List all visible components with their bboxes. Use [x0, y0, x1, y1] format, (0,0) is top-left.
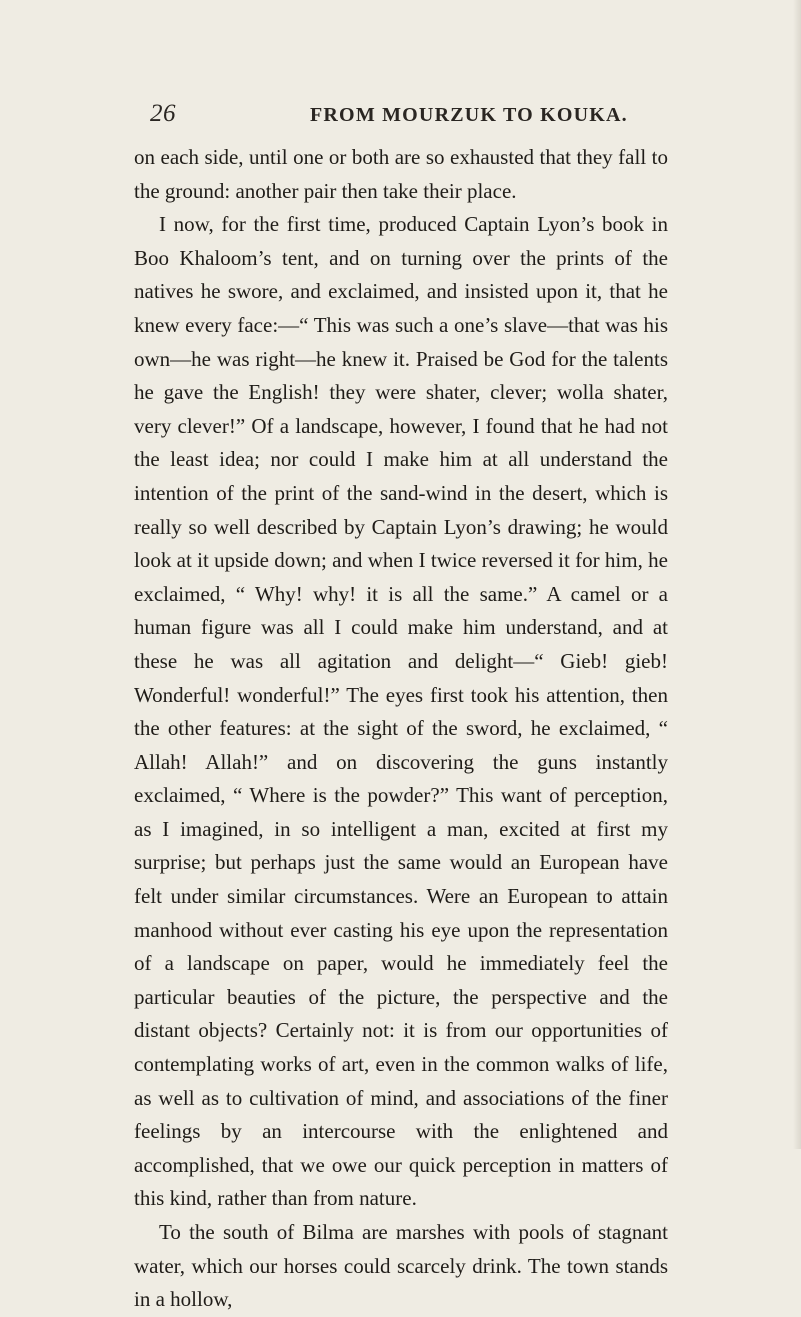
paragraph-lyon-book: I now, for the first time, produced Captain Lyon’s book in Boo Khaloom’s tent, and on turning over the prints of the natives he swore, and exclaimed, and insisted upon it, that he knew every face:—“ This was such a one’s slave—that was his own—he was right—he knew it. Praised be God for the talents he gave the English! they were shater, clever; wolla shater, very clever!” Of a landscape, however, I found that he had not the least idea; nor could I make him at all understand the intention of the print of the sand-wind in the desert, which is really so well described by Captain Lyon’s drawing; he would look at it upside down; and when I twice reversed it for him, he exclaimed, “ Why! why! it is all the same.” A camel or a human figure was all I could make him understand, and at these he was all agitation and delight—“ Gieb! gieb! Wonderful! wonderful!” The eyes first took his attention, then the other features: at the sight of the sword, he exclaimed, “ Allah! Allah!” and on discovering the guns instantly exclaimed, “ Where is the powder?” This want of perception, as I imagined, in so intelligent a man, excited at first my surprise; but perhaps just the same would an European have felt under similar circumstances. Were an European to attain manhood without ever casting his eye upon the representation of a landscape on paper, would he immediately feel the particular beauties of the picture, the perspective and the distant objects? Certainly not: it is from our opportunities of contemplating works of art, even in the common walks of life, as well as to cultivation of mind, and associations of the finer feelings by an intercourse with the enlightened and accomplished, that we owe our quick perception in matters of this kind, rather than from nature.	[134, 212, 668, 1211]
paragraph-bilma: To the south of Bilma are marshes with pools of stagnant water, which our horses could scarcely drink. The town stands in a hollow,	[134, 1220, 668, 1312]
running-head: FROM MOURZUK TO KOUKA.	[310, 104, 628, 126]
page-number: 26	[150, 100, 176, 127]
paragraph-continued: on each side, until one or both are so exhausted that they fall to the ground: another pair then take their place.	[134, 145, 668, 203]
page-edge-shadow	[793, 0, 801, 1149]
body-text	[134, 141, 668, 1317]
page-header	[0, 98, 801, 138]
